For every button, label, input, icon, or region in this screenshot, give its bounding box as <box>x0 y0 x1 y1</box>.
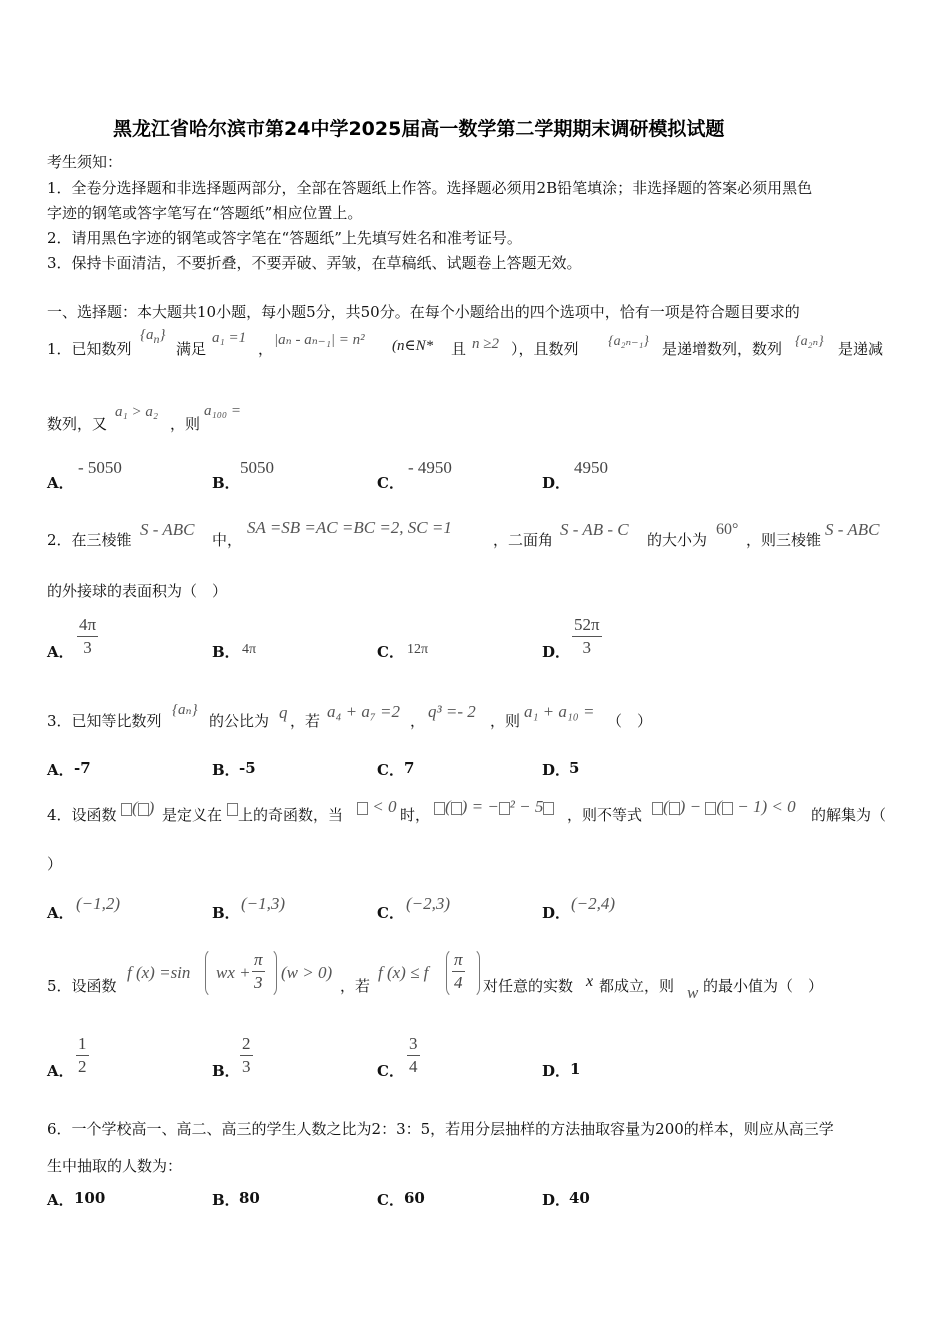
q6-option-c-label: C． <box>377 1191 404 1209</box>
q4-text-1: 是定义在 <box>162 806 223 824</box>
notice-item-2: 2．请用黑色字迹的钢笔或答字笔在“答题纸”上先填写姓名和准考证号。 <box>47 229 522 247</box>
q5-text-1: ，若 <box>340 977 371 995</box>
q5-number: 5．设函数 <box>47 977 117 995</box>
q4-definition: ( ) = − ² − 5 <box>434 797 554 817</box>
q4-option-b: (−1,3) <box>241 894 286 913</box>
q3-option-a-label: A． <box>47 761 74 779</box>
q4-function: ( ) <box>121 798 154 818</box>
q4-option-c-label: C． <box>377 904 404 922</box>
q6-line-2: 生中抽取的人数为： <box>47 1157 183 1175</box>
q5-inequality: f (x) ≤ f <box>378 963 429 982</box>
q3-sum-a1-a10: a₁ + a₁₀ = <box>524 702 595 721</box>
q1-abs-diff: |aₙ - aₙ₋₁| = n² <box>274 332 365 348</box>
q6-option-c: 60 <box>404 1189 425 1207</box>
q5-option-d-label: D． <box>542 1062 571 1080</box>
q3-text-2: ，若 <box>290 712 321 730</box>
q3-sum-a4-a7: a₄ + a₇ =2 <box>327 702 401 721</box>
q1-option-d-label: D． <box>542 474 571 492</box>
q4-domain <box>227 798 238 818</box>
q1-option-c-label: C． <box>377 474 404 492</box>
q5-function: f (x) =sin <box>127 963 191 982</box>
q2-text-2: ，二面角 <box>493 531 554 549</box>
q5-option-a-label: A． <box>47 1062 74 1080</box>
q4-text-5: 的解集为（ <box>811 806 887 824</box>
q4-option-a-label: A． <box>47 904 74 922</box>
q3-option-d-label: D． <box>542 761 571 779</box>
q6-option-d: 40 <box>569 1189 590 1207</box>
q6-option-b: 80 <box>239 1189 260 1207</box>
q3-option-d: 5 <box>569 759 580 777</box>
q1-sequence: $\{a_n\}$ <box>140 327 166 346</box>
q1-option-b: 5050 <box>240 458 274 477</box>
notice-item-1-line-2: 字迹的钢笔或答字笔写在“答题纸”相应位置上。 <box>47 204 363 222</box>
q3-option-a: -7 <box>74 759 91 777</box>
q3-option-b: -5 <box>239 759 256 777</box>
q1-option-b-label: B． <box>212 474 240 492</box>
q3-option-c: 7 <box>404 759 415 777</box>
notice-item-1-line-1: 1．全卷分选择题和非选择题两部分，全部在答题纸上作答。选择题必须用2B铅笔填涂；非选择题的答案必须用黑色 <box>47 179 813 197</box>
q6-option-b-label: B． <box>212 1191 240 1209</box>
q1-a1-gt-a2: a₁ > a₂ <box>115 404 159 420</box>
q5-option-d: 1 <box>570 1060 581 1078</box>
q2-text-4: ，则三棱锥 <box>746 531 822 549</box>
q4-option-d: (−2,4) <box>571 894 616 913</box>
q4-option-d-label: D． <box>542 904 571 922</box>
q1-cond-2: n ≥2 <box>472 336 499 352</box>
notice-heading: 考生须知： <box>47 153 123 171</box>
q2-option-a: 4π 3 <box>79 615 97 657</box>
q2-option-d-label: D． <box>542 643 571 661</box>
q5-text-3: 都成立，则 <box>599 977 675 995</box>
q2-dihedral: S - AB - C <box>560 520 629 539</box>
q3-q-cubed: q³ =- 2 <box>428 702 476 721</box>
q1-number: 1．已知数列 <box>47 340 132 358</box>
q3-text-4: ，则 <box>490 712 521 730</box>
q4-text-3: 时， <box>400 806 431 824</box>
q2-option-b: 4π <box>242 642 257 657</box>
q6-option-a: 100 <box>74 1189 106 1207</box>
q6-line-1: 6．一个学校高一、高二、高三的学生人数之比为2：3：5，若用分层抽样的方法抽取容量为200的样本，则应从高三学 <box>47 1120 834 1138</box>
q4-text-2: 上的奇函数，当 <box>238 806 344 824</box>
q4-condition: < 0 <box>357 797 396 817</box>
q1-option-d: 4950 <box>574 458 608 477</box>
q1-text-2: ， <box>258 340 274 358</box>
q1-text-4: ），且数列 <box>511 340 579 358</box>
q5-wx: wx + <box>216 963 251 982</box>
q2-edges: SA =SB =AC =BC =2, SC =1 <box>247 518 452 537</box>
q1-text-5: 是递增数列，数列 <box>662 340 783 358</box>
q6-option-a-label: A． <box>47 1191 74 1209</box>
q2-option-b-label: B． <box>212 643 240 661</box>
q5-option-a: 1 2 <box>78 1034 87 1076</box>
q5-pi-over-4: π 4 <box>454 950 463 992</box>
q1-a1: a₁ =1 <box>212 330 247 346</box>
q5-option-b-label: B． <box>212 1062 240 1080</box>
q3-option-b-label: B． <box>212 761 240 779</box>
q3-text-1: 的公比为 <box>209 712 270 730</box>
q1-a100: a₁₀₀ = <box>204 403 242 419</box>
q2-line-2: 的外接球的表面积为（ ） <box>47 582 228 600</box>
q2-text-1: 中， <box>212 531 243 549</box>
q1-option-a: - 5050 <box>78 458 122 477</box>
q1-text-1: 满足 <box>176 340 207 358</box>
q1-even-subseq: {a₂ₙ} <box>795 334 824 349</box>
q1-line-2a: 数列，又 <box>47 415 108 433</box>
q1-cond: (n∈N* <box>392 338 434 354</box>
section-heading: 一、选择题：本大题共10小题，每小题5分，共50分。在每个小题给出的四个选项中，恰有一项是符合题目要求的 <box>47 303 800 321</box>
q5-text-4: 的最小值为（ ） <box>703 977 824 995</box>
q3-text-5: （ ） <box>607 712 653 730</box>
q5-option-b: 2 3 <box>242 1034 251 1076</box>
q3-text-3: ， <box>410 712 426 730</box>
q4-option-c: (−2,3) <box>406 894 451 913</box>
q2-pyramid-2: S - ABC <box>825 520 880 539</box>
q3-option-c-label: C． <box>377 761 404 779</box>
q3-number: 3．已知等比数列 <box>47 712 162 730</box>
q4-option-b-label: B． <box>212 904 240 922</box>
q4-text-4: ，则不等式 <box>567 806 643 824</box>
q1-option-a-label: A． <box>47 474 74 492</box>
q2-angle: 60° <box>716 521 739 538</box>
q5-text-2: 对任意的实数 <box>483 977 574 995</box>
q1-text-6: 是递减 <box>838 340 884 358</box>
q5-option-c: 3 4 <box>409 1034 418 1076</box>
q3-sequence: {aₙ} <box>172 702 198 718</box>
q2-option-a-label: A． <box>47 643 74 661</box>
q1-odd-subseq: {a₂ₙ₋₁} <box>608 334 649 349</box>
page-title: 黑龙江省哈尔滨市第24中学2025届高一数学第二学期期末调研模拟试题 <box>113 118 725 140</box>
q4-option-a: (−1,2) <box>76 894 121 913</box>
q5-pi-over-3: π 3 <box>254 950 263 992</box>
q1-line-2b: ，则 <box>170 415 201 433</box>
q3-ratio: q <box>279 703 288 722</box>
q5-w-positive: (w > 0) <box>281 963 333 982</box>
q4-line-2: ） <box>47 855 63 873</box>
q2-option-c: 12π <box>407 642 429 657</box>
q4-number: 4．设函数 <box>47 806 117 824</box>
q4-inequality: ( ) − ( − 1) < 0 <box>652 797 796 817</box>
q2-option-c-label: C． <box>377 643 404 661</box>
q5-var-w: w <box>687 983 699 1002</box>
q2-pyramid: S - ABC <box>140 520 195 539</box>
q2-text-3: 的大小为 <box>647 531 708 549</box>
q5-option-c-label: C． <box>377 1062 404 1080</box>
q2-number: 2．在三棱锥 <box>47 531 132 549</box>
q1-text-3: 且 <box>451 340 467 358</box>
notice-item-3: 3．保持卡面清洁，不要折叠，不要弄破、弄皱，在草稿纸、试题卷上答题无效。 <box>47 254 582 272</box>
q2-option-d: 52π 3 <box>574 615 600 657</box>
q5-var-x: x <box>586 973 594 990</box>
q1-option-c: - 4950 <box>408 458 452 477</box>
q6-option-d-label: D． <box>542 1191 571 1209</box>
